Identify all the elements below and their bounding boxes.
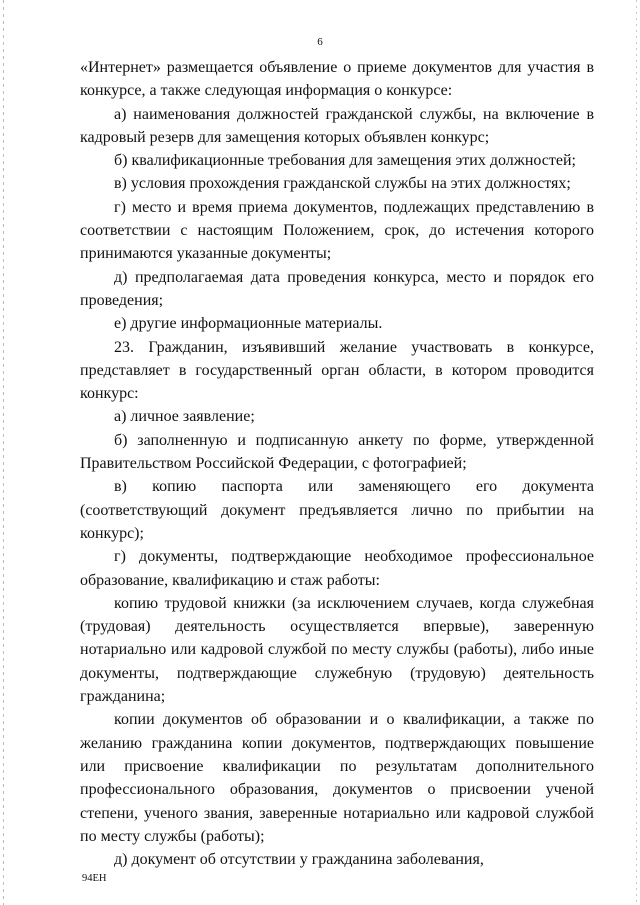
scan-edge-right xyxy=(636,0,637,905)
doc-item-g-education: копии документов об образовании и о квалификации, а также по желанию гражданина копии документов, подтверждающих повышение или присвоение квалификации по результатам дополнительного профессионального образования, документов о присвоении ученой степени, ученого звания, заверенные нотариально или кадровой службой по месту службы (работы); xyxy=(80,711,594,845)
paragraph-intro: «Интернет» размещается объявление о приеме документов для участия в конкурсе, а также следующая информация о конкурсе: xyxy=(80,59,594,100)
list-item-d: д) предполагаемая дата проведения конкурса, место и порядок его проведения; xyxy=(80,268,594,309)
doc-item-g: г) документы, подтверждающие необходимое профессиональное образование, квалификацию и стаж работы: xyxy=(80,548,594,589)
document-body xyxy=(80,56,594,871)
list-item-v: в) условия прохождения гражданской службы на этих должностях; xyxy=(114,175,571,193)
list-item-g: г) место и время приема документов, подлежащих представлению в соответствии с настоящим Положением, срок, до истечения которого принимаются указанные документы; xyxy=(80,198,594,263)
page-number: 6 xyxy=(317,36,323,48)
footer-code: 94ЕН xyxy=(82,873,107,884)
doc-item-v: в) копию паспорта или заменяющего его документа (соответствующий документ предъявляется лично по прибытии на конкурс); xyxy=(80,478,594,542)
doc-item-b: б) заполненную и подписанную анкету по форме, утвержденной Правительством Российской Федерации, с фотографией; xyxy=(80,431,594,473)
clause-23: 23. Гражданин, изъявивший желание участвовать в конкурсе, представляет в государственный орган области, в котором проводится конкурс: xyxy=(80,338,594,403)
doc-item-g-workbook: копию трудовой книжки (за исключением случаев, когда служебная (трудовая) деятельность осуществляется впервые), заверенную нотариально или кадровой службой по месту службы (работы), либо иные документы, подтверждающие служебную (трудовую) деятельность гражданина; xyxy=(80,594,594,706)
doc-item-d: д) документ об отсутствии у гражданина заболевания, xyxy=(114,851,484,869)
list-item-b: б) квалификационные требования для замещения этих должностей; xyxy=(114,152,576,170)
list-item-a: а) наименования должностей гражданской службы, на включение в кадровый резерв для замещения которых объявлен конкурс; xyxy=(80,105,594,146)
doc-item-a: а) личное заявление; xyxy=(114,408,255,426)
list-item-e: е) другие информационные материалы. xyxy=(114,315,383,333)
scan-edge-left xyxy=(3,0,4,905)
